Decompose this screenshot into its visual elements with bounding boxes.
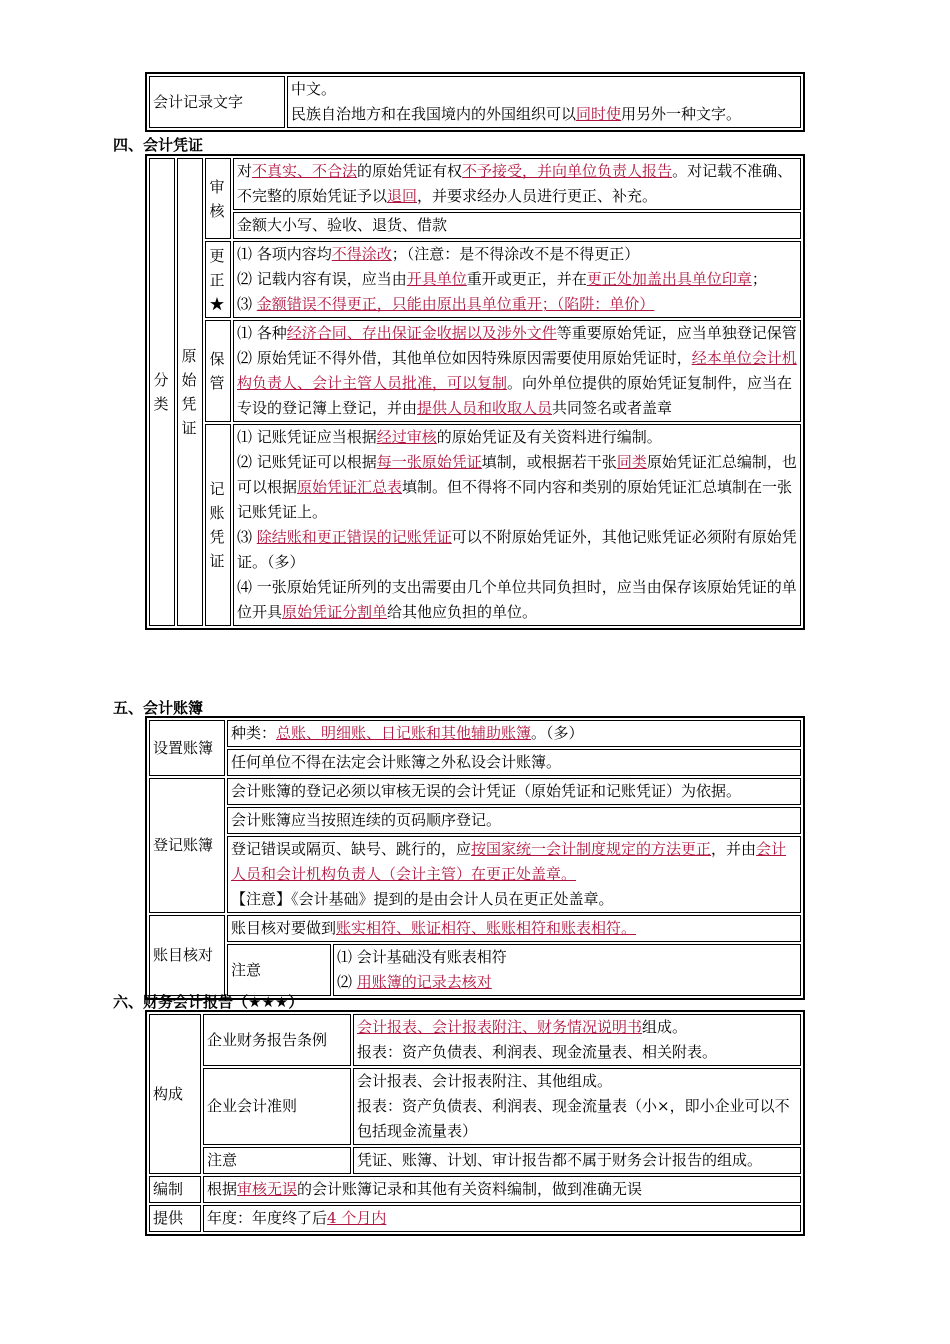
register-rule-3: 登记错误或隔页、缺号、跳行的，应按国家统一会计制度规定的方法更正，并由会计人员和会计机构负责人（会计主管）在更正处盖章。 【注意】《会计基础》提到的是由会计人员在更正处盖章。: [227, 836, 801, 913]
composition-label: 构成: [149, 1014, 201, 1174]
record-language-content: [287, 76, 801, 128]
register-rule-1: 会计账簿的登记必须以审核无误的会计凭证（原始凭证和记账凭证）为依据。: [227, 778, 801, 805]
register-ledger-label: 登记账簿: [149, 778, 225, 913]
compile-content: 根据审核无误的会计账簿记录和其他有关资料编制，做到准确无误: [203, 1176, 801, 1203]
audit-label: 审核: [205, 158, 231, 239]
composition-note: 凭证、账簿、计划、审计报告都不属于财务会计报告的组成。: [353, 1147, 801, 1174]
record-language-line1: 中文。: [291, 80, 337, 98]
ledgers-table: [145, 716, 805, 1000]
register-note: 【注意】《会计基础》提到的是由会计人员在更正处盖章。: [231, 890, 614, 908]
correction-rules: ⑴ 各项内容均不得涂改；（注意：是不得涂改不是不得更正） ⑵ 记载内容有误，应当由开具单位重开或更正，并在更正处加盖出具单位印章； ⑶ 金额错误不得更正，只能由原出具单位重开；（陷阱：单价）: [233, 241, 801, 318]
bookkeeping-voucher-rules: ⑴ 记账凭证应当根据经过审核的原始凭证及有关资料进行编制。 ⑵ 记账凭证可以根据每一张原始凭证填制，或根据若干张同类原始凭证汇总编制，也可以根据原始凭证汇总表填制。但不得将不同内容和类别的原始凭证汇总填制在一张记账凭证上。 ⑶ 除结账和更正错误的记账凭证可以不附原始凭证外，其他记账凭证必须附有原始凭证。（多） ⑷ 一张原始凭证所列的支出需要由几个单位共同负担时，应当由保存该原始凭证的单位开具原始凭证分割单给其他应负担的单位。: [233, 424, 801, 626]
section-heading-financial-report: 六、财务会计报告（★★★）: [113, 993, 304, 1011]
rule1-content: 会计报表、会计报表附注、财务情况说明书组成。 报表：资产负债表、利润表、现金流量表、相关附表。: [353, 1014, 801, 1066]
vouchers-table: [145, 154, 805, 630]
setup-ledger-rule: 任何单位不得在法定会计账簿之外私设会计账簿。: [227, 749, 801, 776]
account-check-label: 账目核对: [149, 915, 225, 996]
rule2-content: 会计报表、会计报表附注、其他组成。 报表：资产负债表、利润表、现金流量表（小×，即小企业可以不包括现金流量表）: [353, 1068, 801, 1145]
custody-rules: ⑴ 各种经济合同、存出保证金收据以及涉外文件等重要原始凭证，应当单独登记保管 ⑵ 原始凭证不得外借，其他单位如因特殊原因需要使用原始凭证时，经本单位会计机构负责人、会计主管人员批准，可以复制。向外单位提供的原始凭证复制件，应当在专设的登记簿上登记，并由提供人员和收取人员共同签名或者盖章: [233, 320, 801, 422]
audit-rule: 对不真实、不合法的原始凭证有权不予接受，并向单位负责人报告。对记载不准确、不完整的原始凭证予以退回，并要求经办人员进行更正、补充。: [233, 158, 801, 210]
correction-label: 更正★: [205, 241, 231, 318]
provide-label: 提供: [149, 1205, 201, 1232]
account-check-notes: ⑴ 会计基础没有账表相符 ⑵ 用账簿的记录去核对: [333, 944, 801, 996]
section-heading-vouchers: 四、会计凭证: [113, 136, 204, 154]
account-check-rule: 账目核对要做到账实相符、账证相符、账账相符和账表相符。: [227, 915, 801, 942]
record-language-table: [145, 72, 805, 132]
compile-label: 编制: [149, 1176, 201, 1203]
section-heading-ledgers: 五、会计账簿: [113, 699, 204, 717]
rule1-label: 企业财务报告条例: [203, 1014, 351, 1066]
rule2-label: 企业会计准则: [203, 1068, 351, 1145]
original-voucher-label: 原始凭证: [177, 158, 203, 626]
record-language-label: 会计记录文字: [149, 76, 285, 128]
bookkeeping-voucher-label: 记账凭证: [205, 424, 231, 626]
provide-content: 年度：年度终了后4 个月内: [203, 1205, 801, 1232]
financial-report-table: [145, 1010, 805, 1236]
setup-ledger-types: 种类：总账、明细账、日记账和其他辅助账簿。（多）: [227, 720, 801, 747]
register-rule-2: 会计账簿应当按照连续的页码顺序登记。: [227, 807, 801, 834]
category-label: 分类: [149, 158, 175, 626]
custody-label: 保管: [205, 320, 231, 422]
record-language-line2: 民族自治地方和在我国境内的外国组织可以同时使用另外一种文字。: [291, 105, 742, 123]
composition-note-label: 注意: [203, 1147, 351, 1174]
setup-ledger-label: 设置账簿: [149, 720, 225, 776]
account-check-note-label: 注意: [227, 944, 331, 996]
audit-items: 金额大小写、验收、退货、借款: [233, 212, 801, 239]
